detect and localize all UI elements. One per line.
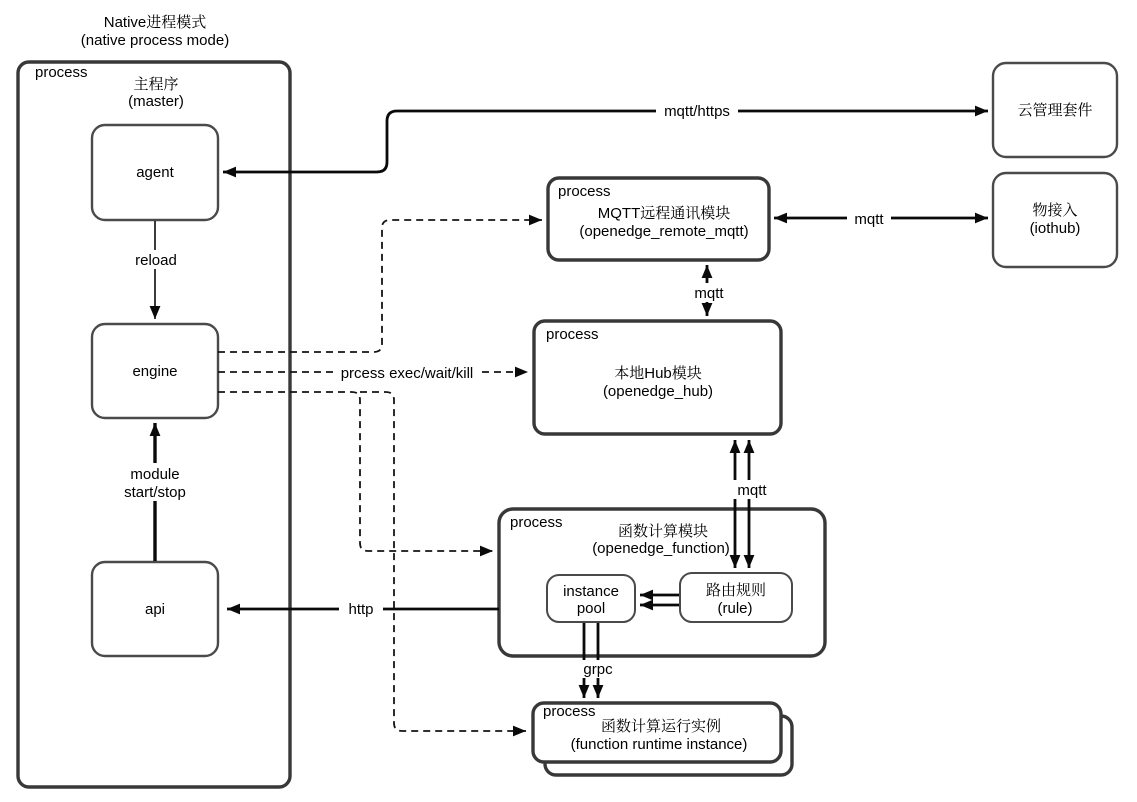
- function-subtitle: (openedge_function): [592, 540, 730, 557]
- iothub-node: [993, 173, 1117, 267]
- remote-mqtt-process-box: [548, 178, 769, 260]
- remote-mqtt-process-label: process: [558, 183, 611, 200]
- hub-process-box: [534, 321, 781, 434]
- master-subtitle: (master): [128, 93, 184, 110]
- edge-label-module-start-stop: [119, 463, 191, 501]
- runtime-process-label: process: [543, 703, 596, 720]
- master-title: 主程序: [133, 76, 179, 93]
- edge-label-grpc: [577, 660, 619, 678]
- runtime-title: 函数计算运行实例: [600, 718, 722, 735]
- hub-title: 本地Hub模块: [614, 365, 702, 382]
- edge-label-mqtt-https-text: mqtt/https: [664, 103, 730, 120]
- edge-label-http-text: http: [348, 601, 374, 618]
- instance-pool-node: [547, 575, 635, 622]
- rule-title: 路由规则: [705, 582, 767, 599]
- edge-label-mqtt-remote-hub: [687, 283, 731, 302]
- engine-node: [92, 324, 218, 418]
- edge-agent-cloud-mqtt-https: [223, 111, 988, 172]
- iothub-subtitle: (iothub): [1029, 220, 1081, 237]
- cloud-node: [993, 63, 1117, 157]
- edge-label-grpc-text: grpc: [583, 661, 613, 678]
- instance-pool-line1: instance: [563, 583, 619, 600]
- remote-mqtt-title: MQTT远程通讯模块: [597, 205, 731, 222]
- cloud-label: 云管理套件: [1017, 102, 1093, 119]
- master-process-label: process: [35, 64, 88, 81]
- edge-label-mqtt-iothub: [847, 209, 891, 228]
- hub-process-label: process: [546, 326, 599, 343]
- api-node: [92, 562, 218, 656]
- engine-label: engine: [132, 363, 178, 380]
- edge-label-mqtt-hub-rule: [730, 480, 774, 499]
- edge-label-module-line1: module: [130, 466, 180, 483]
- function-title: 函数计算模块: [617, 523, 709, 540]
- diagram-title: [81, 13, 229, 49]
- edge-label-reload: [130, 250, 182, 269]
- diagram-title-line1: Native进程模式: [103, 14, 207, 31]
- hub-subtitle: (openedge_hub): [602, 383, 714, 400]
- edge-label-mqtt-hub-rule-text: mqtt: [737, 482, 767, 499]
- rule-subtitle: (rule): [717, 600, 753, 617]
- iothub-title: 物接入: [1032, 202, 1078, 219]
- edge-label-module-line2: start/stop: [124, 484, 186, 501]
- agent-node: [92, 125, 218, 220]
- runtime-process-box: [533, 703, 792, 775]
- instance-pool-line2: pool: [576, 600, 606, 617]
- edge-label-mqtt-remote-hub-text: mqtt: [694, 285, 724, 302]
- edge-label-mqtt-https: [656, 101, 738, 120]
- runtime-subtitle: (function runtime instance): [570, 736, 748, 753]
- api-label: api: [144, 601, 166, 618]
- function-process-label: process: [510, 514, 563, 531]
- agent-label: agent: [136, 164, 174, 181]
- edge-label-process-exec-text: prcess exec/wait/kill: [340, 365, 474, 382]
- edge-label-reload-text: reload: [135, 252, 177, 269]
- remote-mqtt-subtitle: (openedge_remote_mqtt): [579, 223, 749, 240]
- diagram-title-line2: (native process mode): [80, 32, 230, 49]
- edge-label-mqtt-iothub-text: mqtt: [854, 211, 884, 228]
- edge-label-http: [339, 599, 383, 618]
- edge-label-process-exec: [335, 364, 479, 382]
- rule-node: [680, 573, 792, 622]
